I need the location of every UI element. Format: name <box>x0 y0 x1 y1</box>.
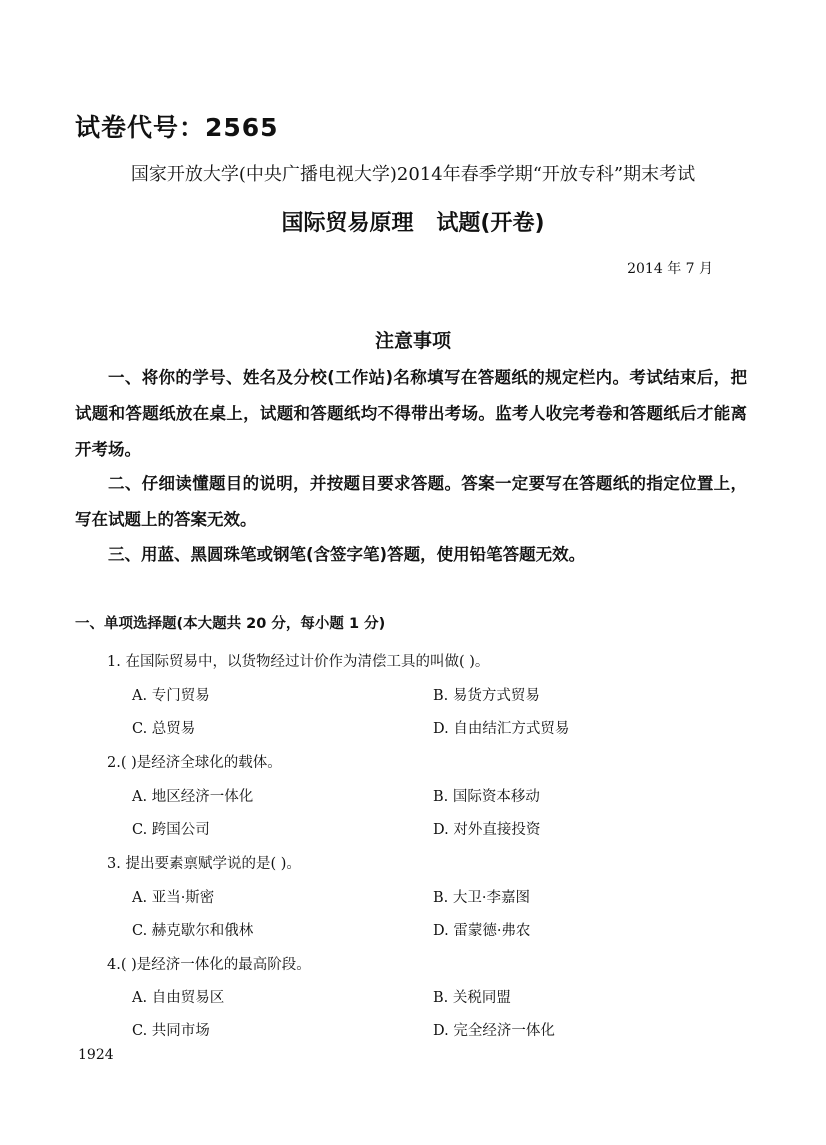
question-1-option-a: A. 专门贸易 <box>132 688 210 704</box>
question-2-stem: 2.( )是经济全球化的载体。 <box>107 755 282 771</box>
question-3-option-c: C. 赫克歇尔和俄林 <box>132 923 254 939</box>
exam-code: 试卷代号：2565 <box>75 113 279 142</box>
question-3-option-d: D. 雷蒙德·弗农 <box>433 923 531 939</box>
question-4-stem: 4.( )是经济一体化的最高阶段。 <box>107 957 311 973</box>
question-2-option-d: D. 对外直接投资 <box>433 822 541 838</box>
question-2-option-a: A. 地区经济一体化 <box>132 789 254 805</box>
notice-item-1: 一、将你的学号、姓名及分校(工作站)名称填写在答题纸的规定栏内。考试结束后，把试题和答题纸放在桌上，试题和答题纸均不得带出考场。监考人收完考卷和答题纸后才能离开考场。 <box>75 368 747 459</box>
question-3-option-a: A. 亚当·斯密 <box>132 890 215 906</box>
exam-date: 2014 年 7 月 <box>627 261 713 277</box>
page-title: 国际贸易原理 试题(开卷) <box>281 211 545 236</box>
exam-name-line: 国家开放大学(中央广播电视大学)2014年春季学期“开放专科”期末考试 <box>130 164 696 185</box>
question-1-option-c: C. 总贸易 <box>132 721 196 737</box>
question-1-stem: 1. 在国际贸易中，以货物经过计价作为清偿工具的叫做( )。 <box>107 654 490 670</box>
section-title: 一、单项选择题(本大题共 20 分，每小题 1 分) <box>75 616 386 632</box>
question-2-option-b: B. 国际资本移动 <box>433 789 540 805</box>
page-number: 1924 <box>78 1047 114 1063</box>
question-1-option-b: B. 易货方式贸易 <box>433 688 540 704</box>
question-3-option-b: B. 大卫·李嘉图 <box>433 890 530 906</box>
question-3-stem: 3. 提出要素禀赋学说的是( )。 <box>107 856 301 872</box>
question-4-option-c: C. 共同市场 <box>132 1023 210 1039</box>
question-4-option-d: D. 完全经济一体化 <box>433 1023 555 1039</box>
question-4-option-a: A. 自由贸易区 <box>132 990 225 1006</box>
question-2-option-c: C. 跨国公司 <box>132 822 210 838</box>
notice-item-2: 二、仔细读懂题目的说明，并按题目要求答题。答案一定要写在答题纸的指定位置上，写在试题上的答案无效。 <box>75 474 747 529</box>
question-4-option-b: B. 关税同盟 <box>433 990 511 1006</box>
question-1-option-d: D. 自由结汇方式贸易 <box>433 721 570 737</box>
notice-title: 注意事项 <box>374 330 451 352</box>
notice-item-3: 三、用蓝、黑圆珠笔或钢笔(含签字笔)答题，使用铅笔答题无效。 <box>108 545 586 564</box>
